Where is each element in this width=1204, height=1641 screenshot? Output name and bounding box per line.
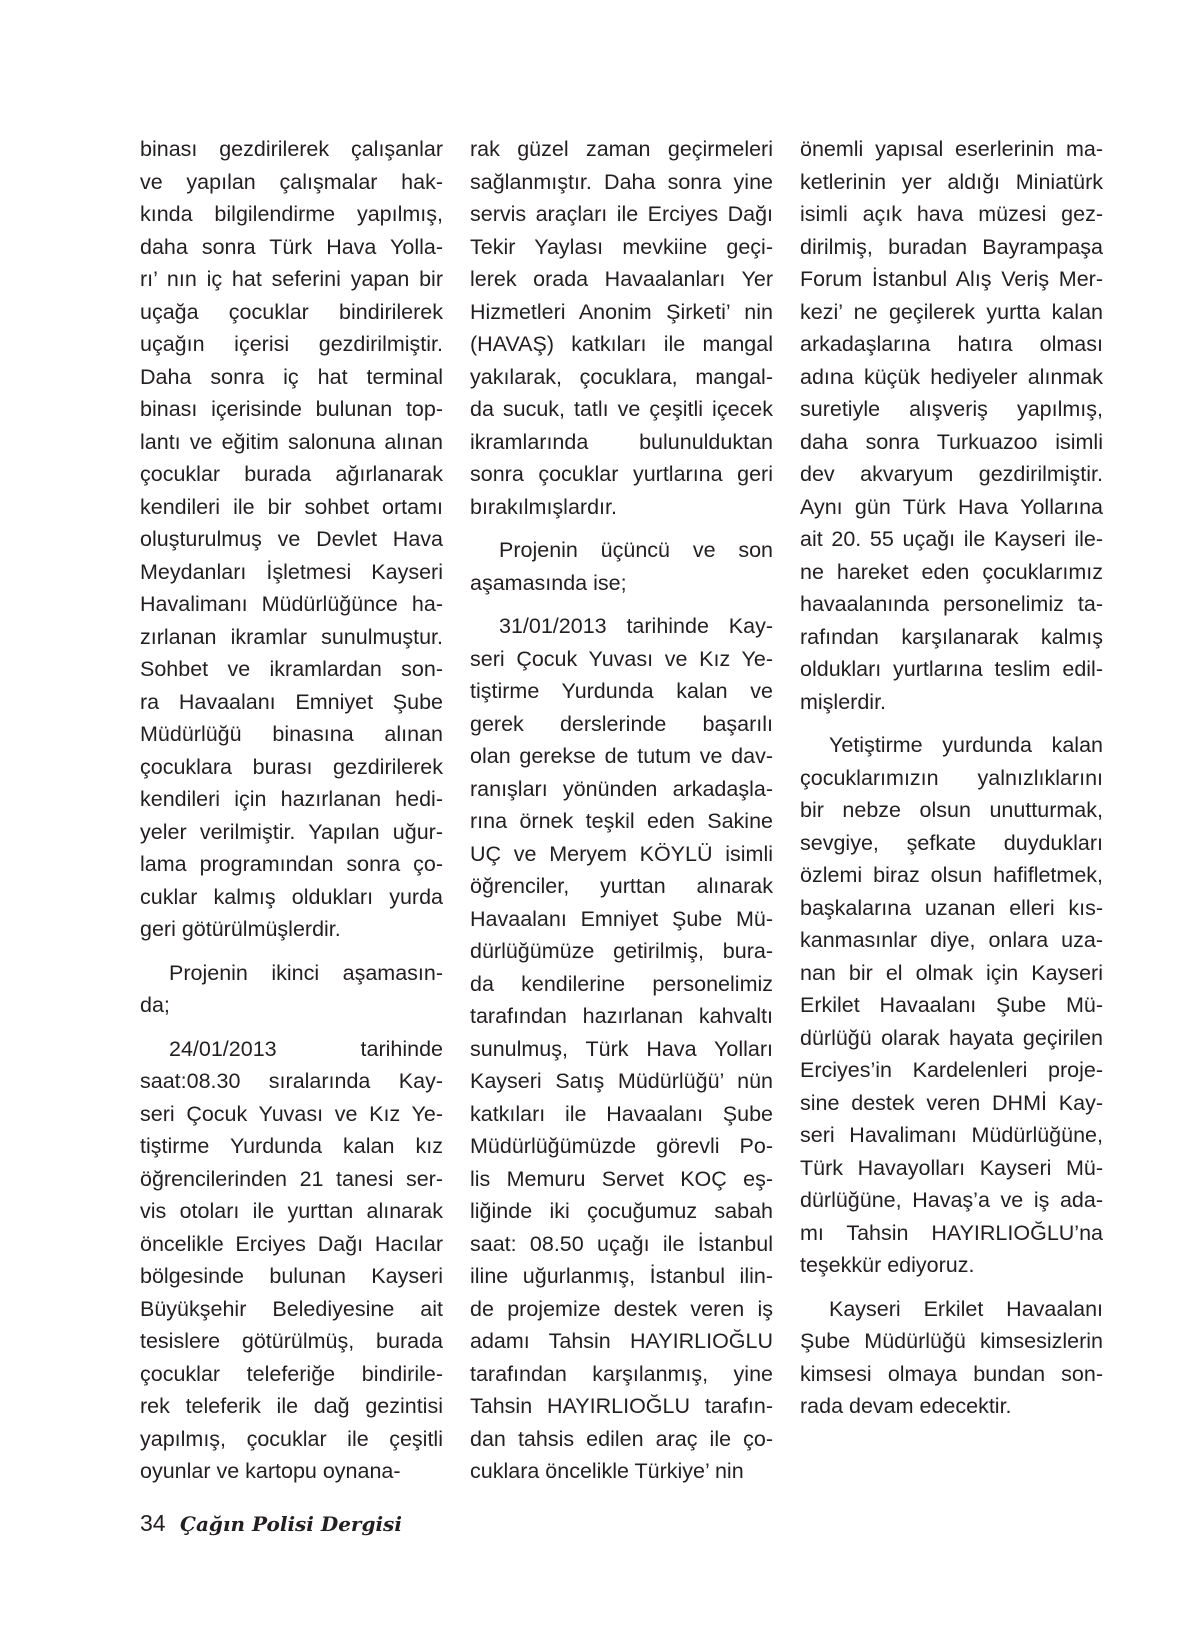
text-line: adına küçük hediyeler alınmak — [800, 364, 1103, 389]
text-line: bırakılmışlardır. — [470, 494, 617, 519]
text-line: ve yapılan çalışmalar hak- — [140, 169, 443, 194]
paragraph — [140, 957, 443, 1022]
text-line: geri götürülmüşlerdir. — [140, 917, 341, 941]
text-line: öğrenciler, yurttan alınarak — [470, 874, 773, 898]
text-line: sine destek veren DHMİ Kay- — [800, 1090, 1103, 1115]
text-line: 24/01/2013 tarihinde — [169, 1036, 443, 1061]
text-line: kendileri ile bir sohbet ortamı — [140, 494, 443, 519]
text-line: nan bir el olmak için Kayseri — [800, 960, 1103, 985]
text-line: uçağın içerisi gezdirilmiştir. — [140, 332, 443, 356]
text-line: oldukları yurtlarına teslim edil- — [800, 657, 1103, 681]
text-line: tarafından hazırlanan kahvaltı — [470, 1004, 773, 1028]
text-line: rı’ nın iç hat seferini yapan bir — [140, 267, 443, 291]
text-line: seri Çocuk Yuvası ve Kız Ye- — [140, 1101, 443, 1126]
text-line: yapılmış, çocuklar ile çeşitli — [140, 1426, 443, 1451]
text-line: Kayseri Satış Müdürlüğü’ nün — [470, 1069, 773, 1093]
magazine-name: Çağın Polisi Dergisi — [180, 1512, 402, 1536]
text-line: dürlüğümüze getirilmiş, bura- — [470, 939, 773, 963]
text-line: Müdürlüğü binasına alınan — [140, 722, 443, 746]
paragraph — [140, 1033, 443, 1488]
text-line: rına örnek teşkil eden Sakine — [470, 809, 773, 833]
text-line: mişlerdir. — [800, 689, 887, 714]
text-line: Sohbet ve ikramlardan son- — [140, 657, 443, 681]
text-line: ait 20. 55 uçağı ile Kayseri ile- — [800, 527, 1103, 551]
text-line: dürlüğü olarak hayata geçirilen — [800, 1025, 1103, 1050]
text-line: yeler verilmiştir. Yapılan uğur- — [140, 819, 443, 844]
text-line: Tahsin HAYIRLIOĞLU tarafın- — [470, 1394, 773, 1418]
text-column-2 — [470, 133, 773, 1488]
paragraph — [470, 610, 773, 1488]
text-line: olan gerekse de tutum ve dav- — [470, 744, 773, 768]
text-line: katkıları ile Havaalanı Şube — [470, 1101, 773, 1126]
text-line: liğinde iki çocuğumuz sabah — [470, 1199, 773, 1223]
text-line: Tekir Yaylası mevkiine geçi- — [470, 234, 773, 259]
text-line: sevgiye, şefkate duydukları — [800, 830, 1103, 855]
text-line: Erciyes’in Kardelenleri proje- — [800, 1058, 1103, 1082]
text-line: çocuklar burada ağırlanarak — [140, 462, 443, 486]
text-line: seri Çocuk Yuvası ve Kız Ye- — [470, 646, 773, 671]
text-line: Havalimanı Müdürlüğünce ha- — [140, 592, 443, 616]
paragraph — [470, 534, 773, 599]
text-line: 31/01/2013 tarihinde Kay- — [499, 614, 773, 638]
paragraph — [470, 133, 773, 523]
text-line: saat: 08.50 uçağı ile İstanbul — [470, 1231, 773, 1256]
text-line: aşamasında ise; — [470, 570, 627, 595]
text-line: ikramlarında bulunulduktan — [470, 429, 773, 454]
text-line: çocuklar teleferiğe bindirile- — [140, 1361, 443, 1386]
text-line: suretiyle alışveriş yapılmış, — [800, 397, 1103, 421]
text-line: Projenin ikinci aşamasın- — [169, 960, 443, 985]
text-line: çocuklara burası gezdirilerek — [140, 754, 443, 779]
text-line: (HAVAŞ) katkıları ile mangal — [470, 332, 773, 356]
text-line: da kendilerine personelimiz — [470, 971, 773, 996]
text-line: rafından karşılanarak kalmış — [800, 624, 1103, 649]
text-line: önemli yapısal eserlerinin ma- — [800, 137, 1103, 161]
text-line: lis Memuru Servet KOÇ eş- — [470, 1166, 773, 1191]
text-line: öncelikle Erciyes Dağı Hacılar — [140, 1231, 443, 1256]
text-line: mı Tahsin HAYIRLIOĞLU’na — [800, 1220, 1103, 1245]
text-line: kında bilgilendirme yapılmış, — [140, 202, 443, 226]
text-line: Meydanları İşletmesi Kayseri — [140, 559, 443, 584]
text-line: çocuklarımızın yalnızlıklarını — [800, 765, 1103, 790]
text-line: rek teleferik ile dağ gezintisi — [140, 1394, 443, 1418]
text-line: sağlanmıştır. Daha sonra yine — [470, 169, 773, 194]
text-line: oyunlar ve kartopu oynana- — [140, 1459, 401, 1483]
text-line: ranışları yönünden arkadaşla- — [470, 776, 773, 801]
text-line: lerek orada Havaalanları Yer — [470, 267, 773, 291]
text-line: sonra çocuklar yurtlarına geri — [470, 462, 773, 486]
text-line: bir nebze olsun unutturmak, — [800, 798, 1103, 822]
text-line: ketlerinin yer aldığı Miniatürk — [800, 169, 1103, 194]
text-line: binası içerisinde bulunan top- — [140, 397, 443, 421]
text-line: ra Havaalanı Emniyet Şube — [140, 689, 443, 714]
text-line: bölgesinde bulunan Kayseri — [140, 1264, 443, 1288]
text-line: Türk Havayolları Kayseri Mü- — [800, 1155, 1103, 1180]
text-line: Projenin üçüncü ve son — [499, 538, 773, 562]
text-line: tesislere götürülmüş, burada — [140, 1329, 443, 1353]
text-line: tarafından karşılanmış, yine — [470, 1361, 773, 1386]
text-line: Müdürlüğümüzde görevli Po- — [470, 1134, 773, 1158]
text-line: arkadaşlarına hatıra olması — [800, 332, 1103, 356]
text-line: dirilmiş, buradan Bayrampaşa — [800, 234, 1103, 259]
text-line: servis araçları ile Erciyes Dağı — [470, 202, 773, 226]
paragraph — [140, 133, 443, 946]
text-line: binası gezdirilerek çalışanlar — [140, 137, 443, 161]
text-line: öğrencilerinden 21 tanesi ser- — [140, 1166, 443, 1191]
page-footer — [140, 1510, 402, 1550]
text-line: lantı ve eğitim salonuna alınan — [140, 429, 443, 454]
text-line: Büyükşehir Belediyesine ait — [140, 1296, 443, 1321]
paragraph — [800, 133, 1103, 718]
text-line: teşekkür ediyoruz. — [800, 1253, 975, 1277]
text-line: lama programından sonra ço- — [140, 852, 443, 876]
text-line: kanmasınlar diye, onlara uza- — [800, 928, 1103, 952]
text-line: yakılarak, çocuklara, mangal- — [470, 364, 773, 389]
text-line: cuklara öncelikle Türkiye’ nin — [470, 1459, 744, 1483]
text-column-3 — [800, 133, 1103, 1423]
text-line: Şube Müdürlüğü kimsesizlerin — [800, 1329, 1103, 1353]
text-line: seri Havalimanı Müdürlüğüne, — [800, 1123, 1103, 1147]
page-number: 34 — [140, 1510, 166, 1536]
text-line: dan tahsis edilen araç ile ço- — [470, 1426, 773, 1451]
text-line: dev akvaryum gezdirilmiştir. — [800, 462, 1103, 486]
text-line: isimli açık hava müzesi gez- — [800, 202, 1103, 226]
text-line: cuklar kalmış oldukları yurda — [140, 884, 443, 909]
text-line: tiştirme Yurdunda kalan kız — [140, 1134, 443, 1158]
text-line: Aynı gün Türk Hava Yollarına — [800, 494, 1103, 519]
text-line: oluşturulmuş ve Devlet Hava — [140, 527, 443, 551]
text-line: kimsesi olmaya bundan son- — [800, 1361, 1103, 1386]
text-line: Havaalanı Emniyet Şube Mü- — [470, 906, 773, 931]
text-line: de projemize destek veren iş — [470, 1296, 773, 1321]
text-line: rak güzel zaman geçirmeleri — [470, 137, 773, 161]
text-line: Forum İstanbul Alış Veriş Mer- — [800, 267, 1103, 291]
text-line: başkalarına uzanan elleri kıs- — [800, 895, 1103, 920]
text-line: havaalanında personelimiz ta- — [800, 592, 1103, 616]
text-line: saat:08.30 sıralarında Kay- — [140, 1069, 443, 1093]
text-line: Hizmetleri Anonim Şirketi’ nin — [470, 299, 773, 324]
text-line: vis otoları ile yurttan alınarak — [140, 1199, 443, 1223]
text-line: daha sonra Turkuazoo isimli — [800, 429, 1103, 454]
text-line: ne hareket eden çocuklarımız — [800, 559, 1103, 584]
paragraph — [800, 729, 1103, 1282]
text-line: tiştirme Yurdunda kalan ve — [470, 679, 773, 703]
text-line: Yetiştirme yurdunda kalan — [829, 733, 1103, 757]
text-line: dürlüğüne, Havaş’a ve iş ada- — [800, 1188, 1103, 1212]
text-line: kezi’ ne geçilerek yurtta kalan — [800, 299, 1103, 324]
text-line: adamı Tahsin HAYIRLIOĞLU — [470, 1329, 773, 1353]
text-line: özlemi biraz olsun hafifletmek, — [800, 863, 1103, 887]
text-line: uçağa çocuklar bindirilerek — [140, 299, 443, 324]
text-line: Erkilet Havaalanı Şube Mü- — [800, 993, 1103, 1017]
text-line: sunulmuş, Türk Hava Yolları — [470, 1036, 773, 1061]
text-column-1 — [140, 133, 443, 1488]
text-line: zırlanan ikramlar sunulmuştur. — [140, 624, 443, 649]
text-line: rada devam edecektir. — [800, 1394, 1012, 1418]
text-line: UÇ ve Meryem KÖYLÜ isimli — [470, 841, 773, 866]
text-line: da; — [140, 993, 170, 1017]
text-line: Kayseri Erkilet Havaalanı — [829, 1296, 1103, 1321]
text-line: da sucuk, tatlı ve çeşitli içecek — [470, 397, 773, 421]
paragraph — [800, 1293, 1103, 1423]
text-line: kendileri için hazırlanan hedi- — [140, 787, 443, 811]
text-line: daha sonra Türk Hava Yolla- — [140, 234, 443, 259]
text-line: gerek derslerinde başarılı — [470, 711, 773, 736]
text-line: Daha sonra iç hat terminal — [140, 364, 443, 389]
text-line: iline uğurlanmış, İstanbul ilin- — [470, 1264, 773, 1288]
